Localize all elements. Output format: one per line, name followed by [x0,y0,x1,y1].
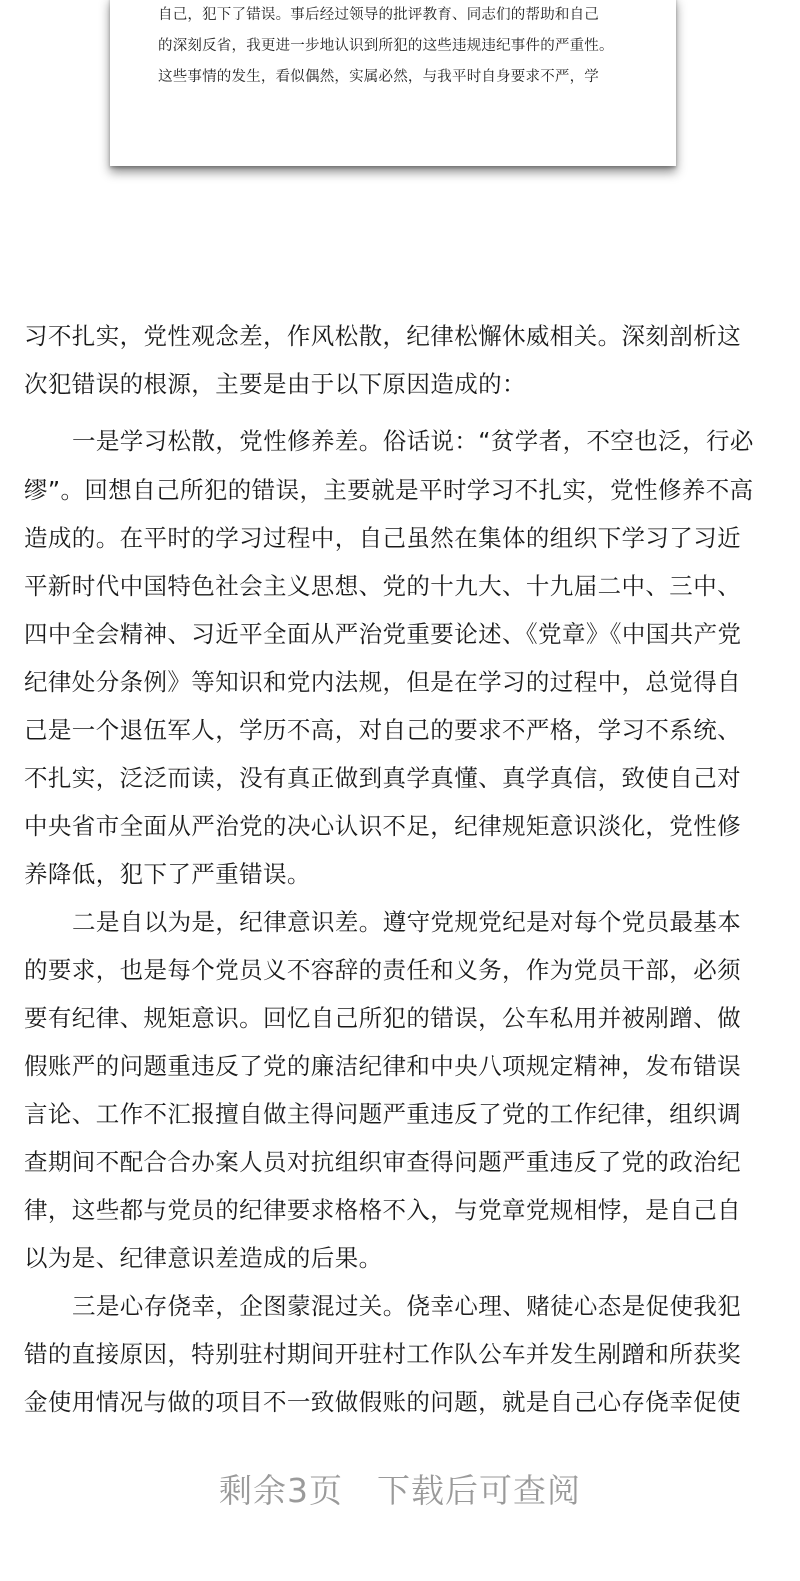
paragraph-line: 中央省市全面从严治党的决心认识不足，纪律规矩意识淡化，党性修 [24,812,741,840]
paragraph-line: 纪律处分条例》等知识和党内法规，但是在学习的过程中，总觉得自 [24,668,741,696]
paragraph-line: 不扎实，泛泛而读，没有真正做到真学真懂、真学真信，致使自己对 [24,764,741,792]
paragraph-line: 三是心存侥幸，企图蒙混过关。侥幸心理、赌徒心态是促使我犯 [72,1292,742,1320]
paragraph-line: 金使用情况与做的项目不一致做假账的问题，就是自己心存侥幸促使 [24,1388,741,1416]
paragraph-line: 习不扎实，党性观念差，作风松散，纪律松懈休威相关。深刻剖析这 [24,322,741,350]
preview-line: 自己，犯下了错误。事后经过领导的批评教育、同志们的帮助和自己 [158,7,599,23]
paragraph-line: 二是自以为是，纪律意识差。遵守党规党纪是对每个党员最基本 [72,908,742,936]
paragraph-line: 缪”。回想自己所犯的错误，主要就是平时学习不扎实，党性修养不高 [24,476,754,504]
download-prompt[interactable] [0,1466,800,1516]
paragraph-line: 养降低，犯下了严重错误。 [24,860,311,888]
paragraph-line: 次犯错误的根源，主要是由于以下原因造成的： [24,370,526,398]
paragraph-line: 查期间不配合合办案人员对抗组织审查得问题严重违反了党的政治纪 [24,1148,741,1176]
paragraph-line: 己是一个退伍军人，学历不高，对自己的要求不严格，学习不系统、 [24,716,741,744]
download-hint-label: 下载后可查阅 [377,1471,581,1510]
paragraph-line: 错的直接原因，特别驻村期间开驻村工作队公车并发生剐蹭和所获奖 [24,1340,741,1368]
remaining-pages-label: 剩余3页 [219,1471,343,1510]
paragraph-line: 的要求，也是每个党员义不容辞的责任和义务，作为党员干部，必须 [24,956,741,984]
paragraph-line: 平新时代中国特色社会主义思想、党的十九大、十九届二中、三中、 [24,572,741,600]
preview-line: 的深刻反省，我更进一步地认识到所犯的这些违规违纪事件的严重性。 [158,38,614,54]
paragraph-line: 假账严的问题重违反了党的廉洁纪律和中央八项规定精神，发布错误 [24,1052,741,1080]
preview-card [110,0,676,166]
paragraph-line: 造成的。在平时的学习过程中，自己虽然在集体的组织下学习了习近 [24,524,741,552]
paragraph-line: 言论、工作不汇报擅自做主得问题严重违反了党的工作纪律，组织调 [24,1100,741,1128]
preview-line: 这些事情的发生，看似偶然，实属必然，与我平时自身要求不严，学 [158,69,599,85]
paragraph-line: 以为是、纪律意识差造成的后果。 [24,1244,383,1272]
paragraph-line: 四中全会精神、习近平全面从严治党重要论述、《党章》《中国共产党 [24,620,742,648]
paragraph-line: 律，这些都与党员的纪律要求格格不入，与党章党规相悖，是自己自 [24,1196,741,1224]
paragraph-line: 一是学习松散，党性修养差。俗话说：“贫学者，不空也泛，行必 [72,427,754,455]
paragraph-line: 要有纪律、规矩意识。回忆自己所犯的错误，公车私用并被剐蹭、做 [24,1004,741,1032]
